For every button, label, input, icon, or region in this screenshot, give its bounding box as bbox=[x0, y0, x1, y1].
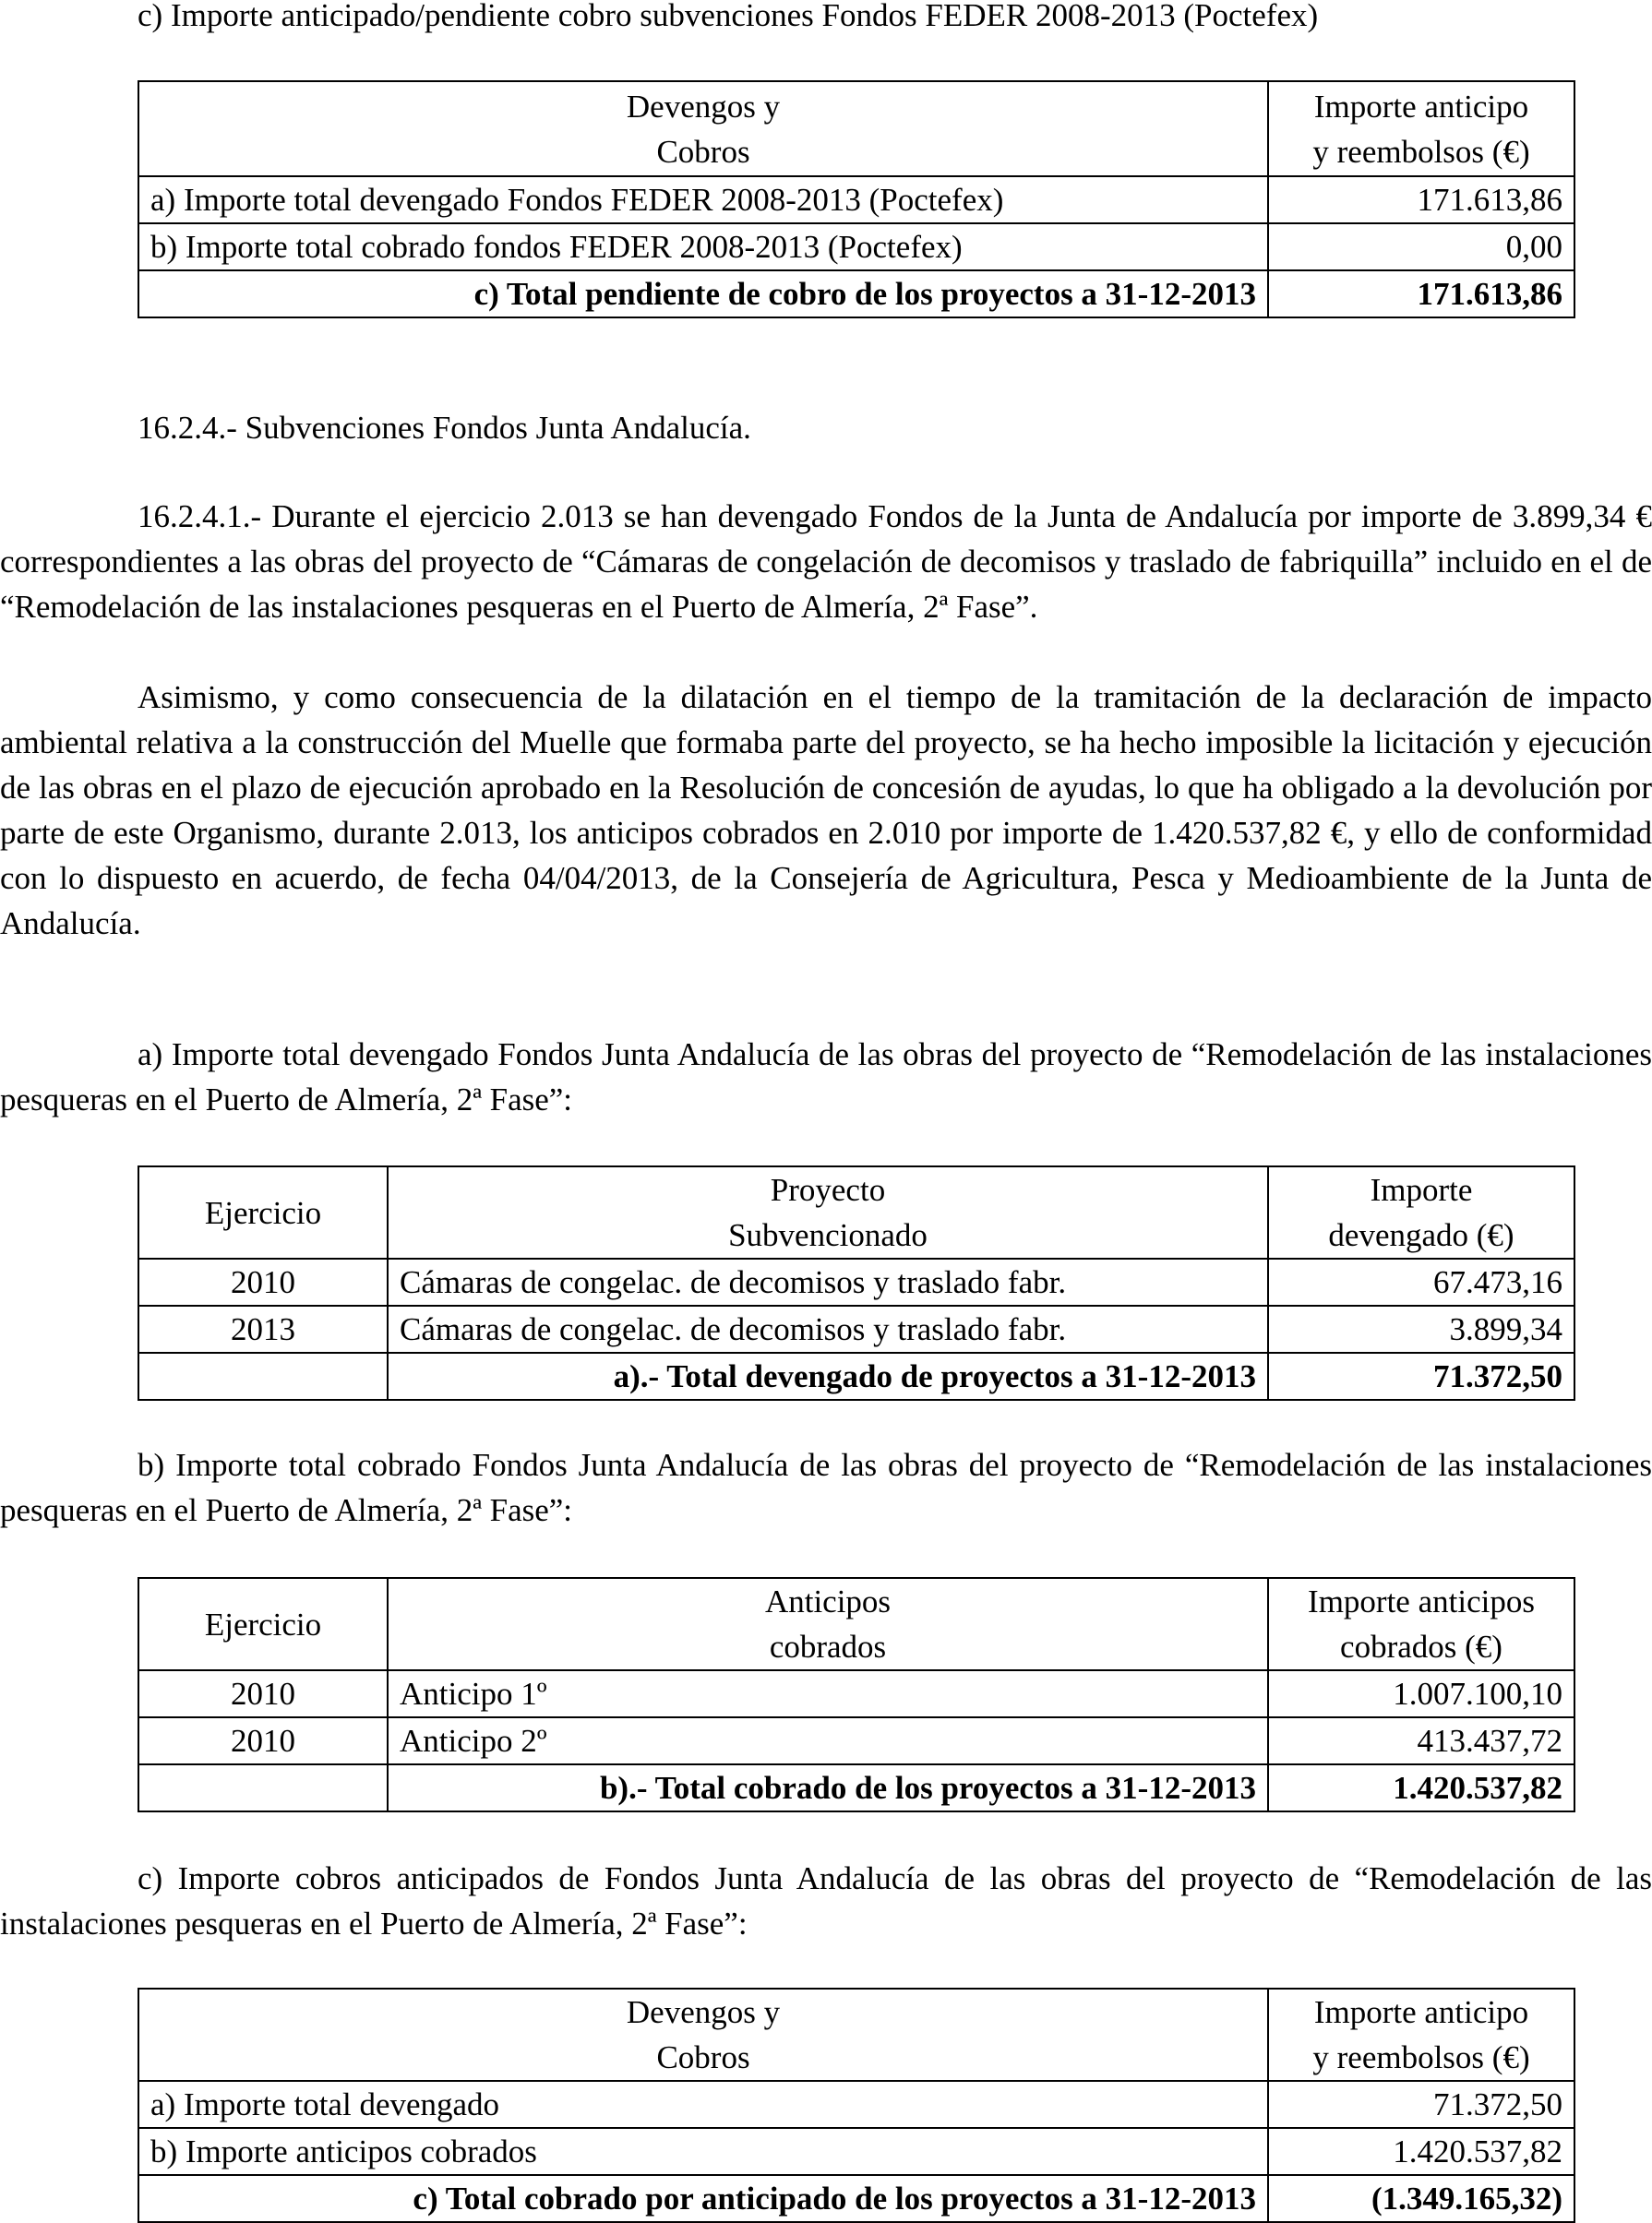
header-line: devengado (€) bbox=[1328, 1217, 1514, 1253]
total-amount: 171.613,86 bbox=[1268, 270, 1574, 317]
table-header-row bbox=[138, 1578, 1574, 1670]
header-cell-devengos bbox=[138, 81, 1268, 176]
row-label: b) Importe total cobrado fondos FEDER 2008-2013 (Poctefex) bbox=[138, 223, 1268, 270]
cobrado-table bbox=[138, 1577, 1575, 1812]
total-label: b).- Total cobrado de los proyectos a 31-12-2013 bbox=[388, 1764, 1268, 1811]
header-line: Devengos y bbox=[626, 1994, 781, 2030]
header-line: Anticipos bbox=[764, 1584, 892, 1619]
table-row bbox=[138, 223, 1574, 270]
header-line: y reembolsos (€) bbox=[1312, 133, 1530, 170]
paragraph-16-2-4-1: 16.2.4.1.- Durante el ejercicio 2.013 se han devengado Fondos de la Junta de Andalucía por importe de 3.899,34 € correspondientes a las obras del proyecto de “Cámaras de congelación de decomisos y traslado de fabriquilla” incluido en el de “Remodelación de las instalaciones pesqueras en el Puerto de Almería, 2ª Fase”. bbox=[0, 498, 1652, 625]
header-cell-anticipos bbox=[388, 1578, 1268, 1670]
paragraph-asimismo: Asimismo, y como consecuencia de la dilatación en el tiempo de la tramitación de la declaración de impacto ambiental relativa a la construcción del Muelle que formaba parte del proyecto, se ha hecho imposible la licitación y ejecución de las obras en el plazo de ejecución aprobado en la Resolución de concesión de ayudas, lo que ha obligado a la devolución por parte de este Organismo, durante 2.013, los anticipos cobrados en 2.010 por importe de 1.420.537,82 €, y ello de conformidad con lo dispuesto en acuerdo, de fecha 04/04/2013, de la Consejería de Agricultura, Pesca y Medioambiente de la Junta de Andalucía. bbox=[0, 679, 1652, 941]
table-header-row bbox=[138, 81, 1574, 176]
table-header-row bbox=[138, 1166, 1574, 1259]
row-label: a) Importe total devengado bbox=[138, 2081, 1268, 2128]
header-line: y reembolsos (€) bbox=[1312, 2039, 1530, 2075]
total-amount: (1.349.165,32) bbox=[1268, 2175, 1574, 2222]
table-row bbox=[138, 2128, 1574, 2175]
header-cell-importe bbox=[1268, 1578, 1574, 1670]
section-heading-16-2-4: 16.2.4.- Subvenciones Fondos Junta Andalucía. bbox=[138, 410, 751, 446]
row-year: 2010 bbox=[138, 1670, 388, 1717]
table-row bbox=[138, 176, 1574, 223]
header-line: Importe anticipo bbox=[1313, 1994, 1529, 2030]
header-cell-proyecto bbox=[388, 1166, 1268, 1259]
header-cell-ejercicio: Ejercicio bbox=[138, 1578, 388, 1670]
header-line: Cobros bbox=[656, 133, 750, 170]
table-row bbox=[138, 1259, 1574, 1306]
paragraph-b-intro: b) Importe total cobrado Fondos Junta Andalucía de las obras del proyecto de “Remodelación de las instalaciones pesqueras en el Puerto de Almería, 2ª Fase”: bbox=[0, 1447, 1652, 1528]
row-amount: 1.007.100,10 bbox=[1268, 1670, 1574, 1717]
row-project: Cámaras de congelac. de decomisos y traslado fabr. bbox=[388, 1306, 1268, 1353]
table-row bbox=[138, 2081, 1574, 2128]
header-line: Importe bbox=[1370, 1172, 1473, 1208]
total-label: c) Total cobrado por anticipado de los proyectos a 31-12-2013 bbox=[138, 2175, 1268, 2222]
header-line: cobrados (€) bbox=[1340, 1629, 1502, 1665]
total-label: c) Total pendiente de cobro de los proyectos a 31-12-2013 bbox=[138, 270, 1268, 317]
anticipado-table bbox=[138, 1988, 1575, 2223]
header-cell-ejercicio: Ejercicio bbox=[138, 1166, 388, 1259]
header-cell-importe bbox=[1268, 1166, 1574, 1259]
table-row bbox=[138, 1306, 1574, 1353]
row-label: b) Importe anticipos cobrados bbox=[138, 2128, 1268, 2175]
header-line: Devengos y bbox=[626, 88, 781, 125]
feder-summary-table bbox=[138, 80, 1575, 318]
paragraph-a-intro: a) Importe total devengado Fondos Junta Andalucía de las obras del proyecto de “Remodelación de las instalaciones pesqueras en el Puerto de Almería, 2ª Fase”: bbox=[0, 1036, 1652, 1117]
row-amount: 67.473,16 bbox=[1268, 1259, 1574, 1306]
empty-cell bbox=[138, 1353, 388, 1400]
empty-cell bbox=[138, 1764, 388, 1811]
header-line: Cobros bbox=[656, 2039, 750, 2075]
row-amount: 71.372,50 bbox=[1268, 2081, 1574, 2128]
row-year: 2010 bbox=[138, 1717, 388, 1764]
row-label: Anticipo 1º bbox=[388, 1670, 1268, 1717]
row-amount: 0,00 bbox=[1268, 223, 1574, 270]
table-header-row bbox=[138, 1989, 1574, 2081]
feder-section-title: c) Importe anticipado/pendiente cobro subvenciones Fondos FEDER 2008-2013 (Poctefex) bbox=[138, 0, 1319, 33]
table-row bbox=[138, 1717, 1574, 1764]
total-label: a).- Total devengado de proyectos a 31-12-2013 bbox=[388, 1353, 1268, 1400]
table-row bbox=[138, 1670, 1574, 1717]
header-line: Subvencionado bbox=[728, 1217, 928, 1253]
total-amount: 71.372,50 bbox=[1268, 1353, 1574, 1400]
row-amount: 413.437,72 bbox=[1268, 1717, 1574, 1764]
row-year: 2013 bbox=[138, 1306, 388, 1353]
header-cell-importe bbox=[1268, 1989, 1574, 2081]
row-project: Cámaras de congelac. de decomisos y traslado fabr. bbox=[388, 1259, 1268, 1306]
header-line: cobrados bbox=[769, 1629, 887, 1665]
devengado-table bbox=[138, 1165, 1575, 1401]
table-total-row bbox=[138, 1764, 1574, 1811]
row-amount: 3.899,34 bbox=[1268, 1306, 1574, 1353]
row-amount: 1.420.537,82 bbox=[1268, 2128, 1574, 2175]
table-total-row bbox=[138, 1353, 1574, 1400]
header-cell-devengos bbox=[138, 1989, 1268, 2081]
row-label: a) Importe total devengado Fondos FEDER 2008-2013 (Poctefex) bbox=[138, 176, 1268, 223]
row-year: 2010 bbox=[138, 1259, 388, 1306]
header-cell-importe bbox=[1268, 81, 1574, 176]
header-line: Proyecto bbox=[770, 1172, 886, 1208]
total-amount: 1.420.537,82 bbox=[1268, 1764, 1574, 1811]
header-line: Importe anticipo bbox=[1313, 88, 1529, 125]
paragraph-c-intro: c) Importe cobros anticipados de Fondos Junta Andalucía de las obras del proyecto de “Remodelación de las instalaciones pesqueras en el Puerto de Almería, 2ª Fase”: bbox=[0, 1860, 1652, 1942]
header-line: Importe anticipos bbox=[1308, 1584, 1535, 1619]
table-total-row bbox=[138, 270, 1574, 317]
table-total-row bbox=[138, 2175, 1574, 2222]
row-label: Anticipo 2º bbox=[388, 1717, 1268, 1764]
row-amount: 171.613,86 bbox=[1268, 176, 1574, 223]
